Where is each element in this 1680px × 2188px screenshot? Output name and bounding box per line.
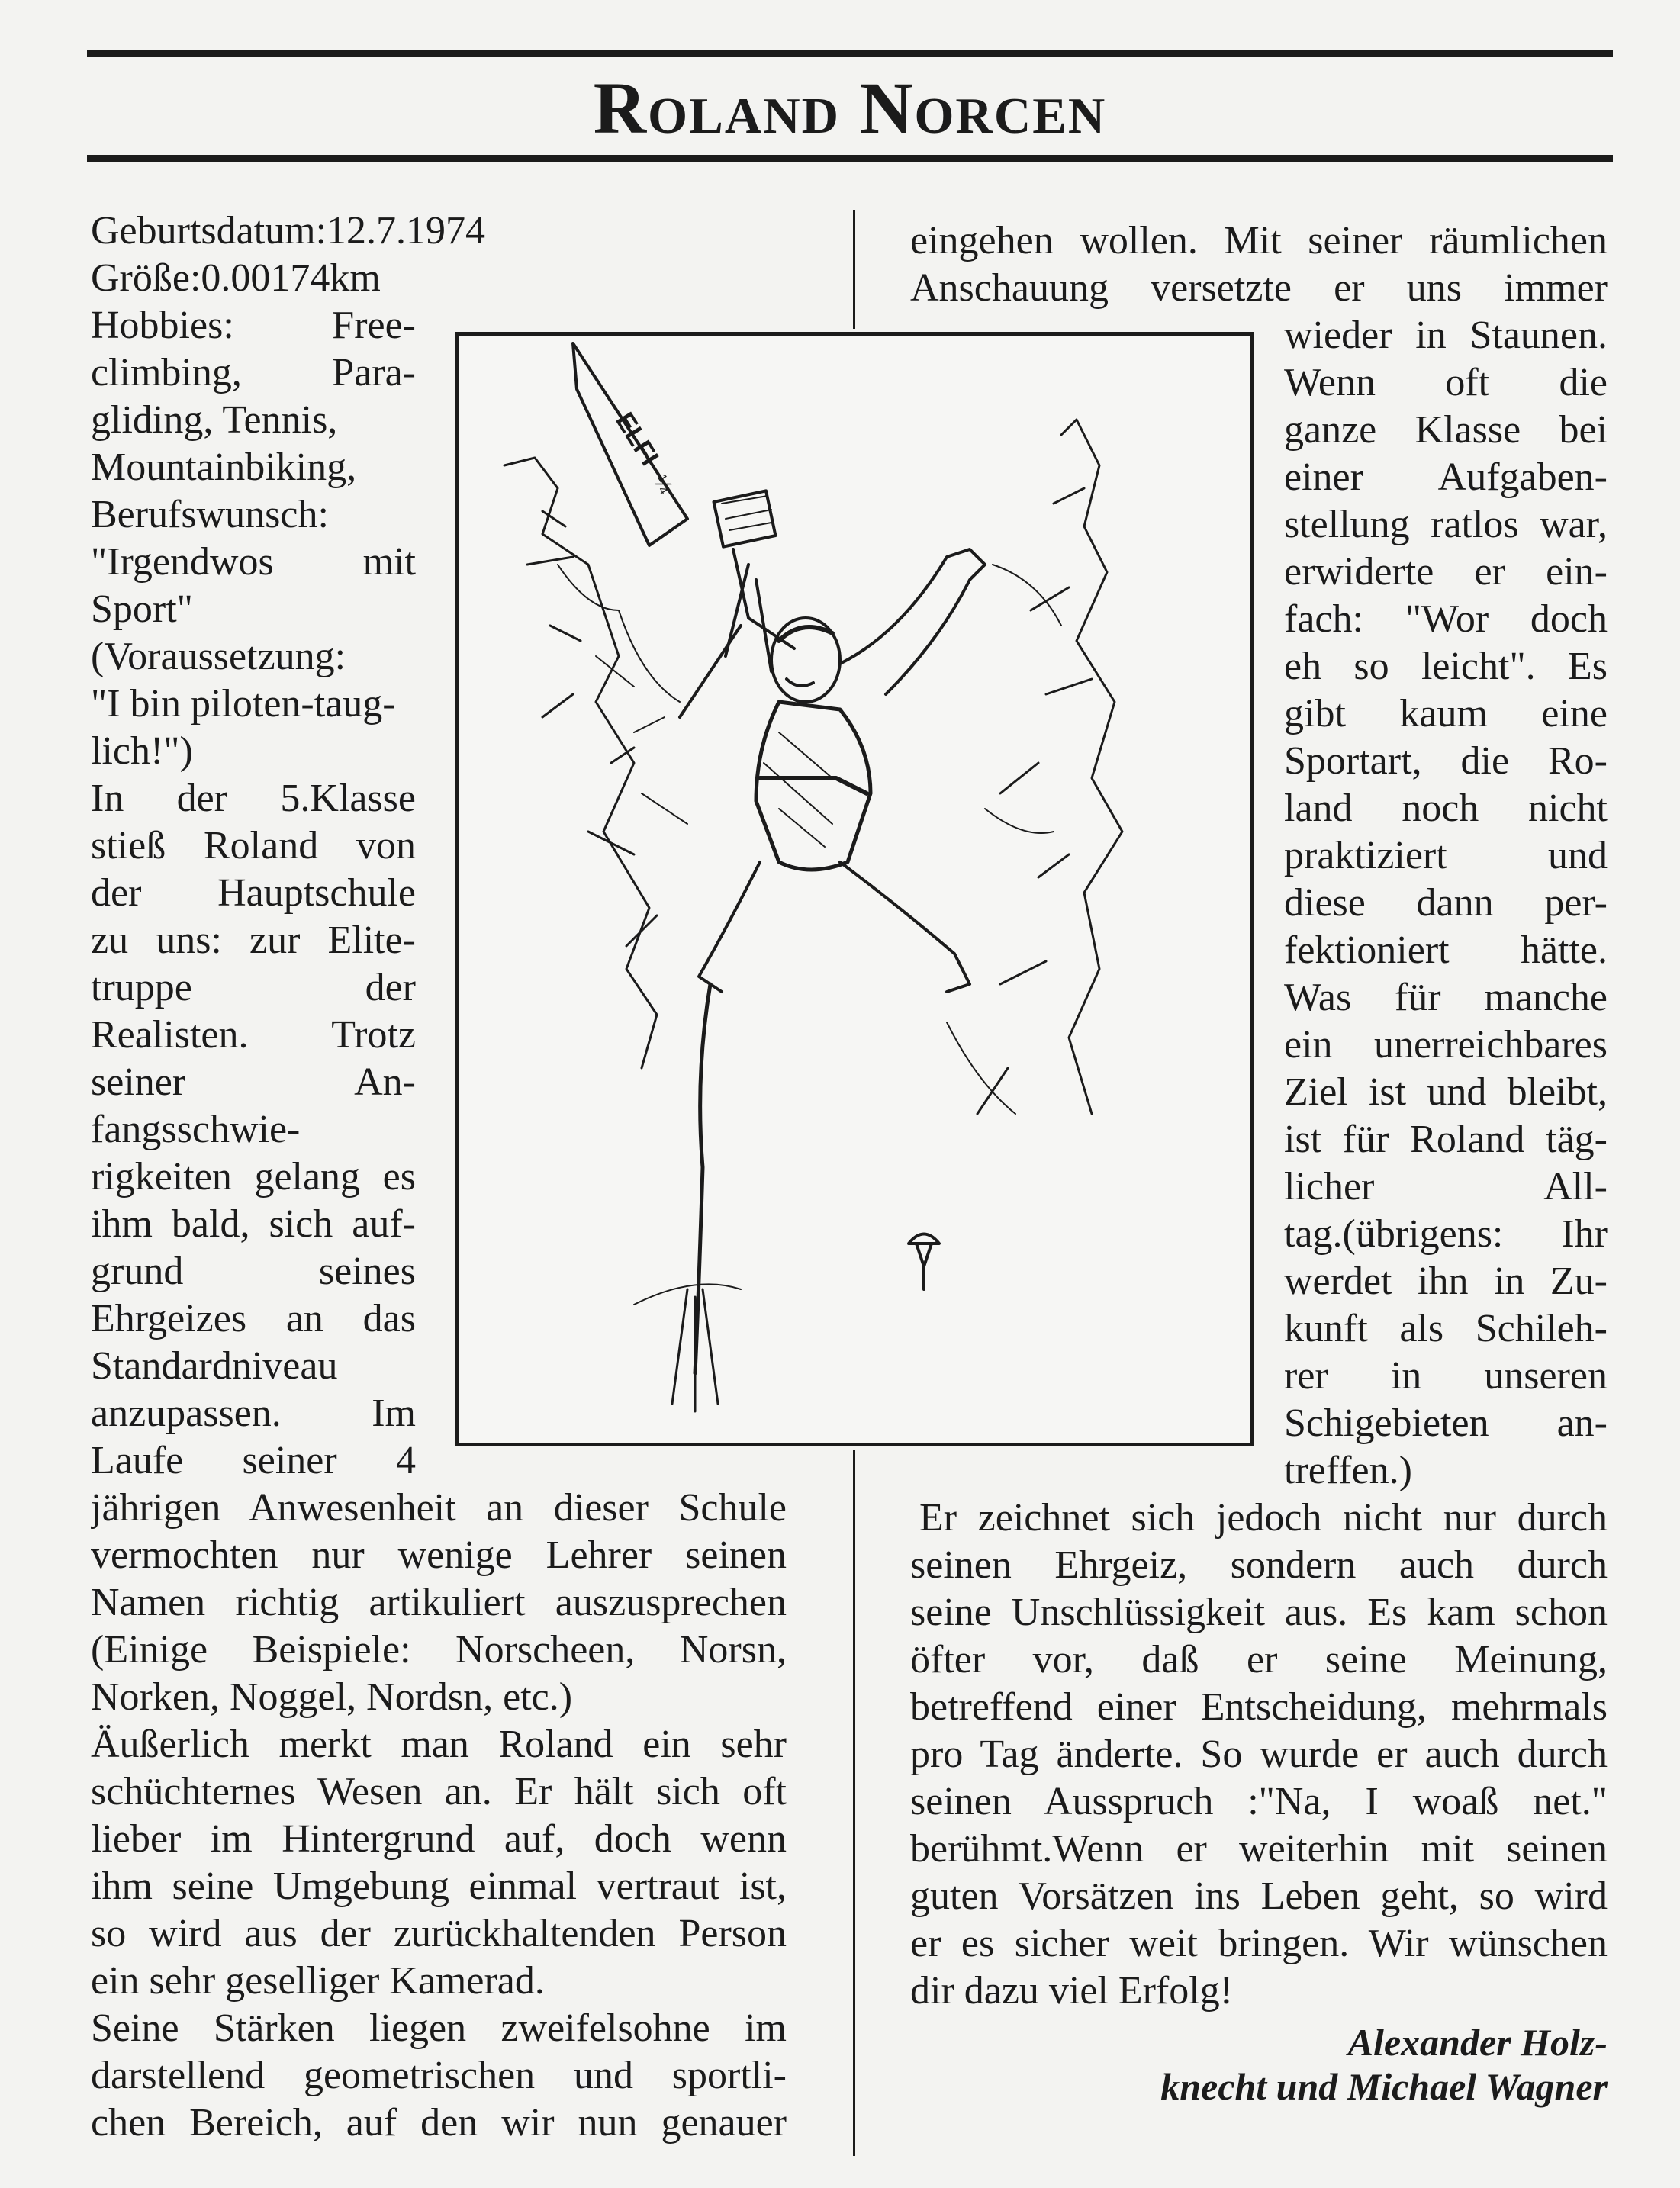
rocket-sublabel: ¼ — [649, 471, 677, 497]
text-line: Äußerlich merkt man Roland ein sehr — [91, 1723, 787, 1766]
column-divider-top — [853, 210, 855, 329]
text-line: betreffend einer Entscheidung, mehrmals — [910, 1685, 1608, 1729]
text-line: einer Aufgaben- — [1284, 455, 1608, 499]
text-line: Standardniveau — [91, 1344, 338, 1388]
text-line: gibt kaum eine — [1284, 692, 1608, 735]
text-line: wieder in Staunen. — [1284, 314, 1608, 357]
caricature-illustration — [455, 332, 1254, 1446]
text-line: Laufe seiner 4 — [91, 1439, 416, 1482]
top-rule — [87, 50, 1613, 57]
text-line: ihm seine Umgebung einmal vertraut ist, — [91, 1865, 787, 1908]
text-line: land noch nicht — [1284, 787, 1608, 830]
text-line: truppe der — [91, 966, 416, 1009]
text-line: stellung ratlos war, — [1284, 503, 1608, 546]
text-line: darstellend geometrischen und sportli- — [91, 2054, 787, 2097]
text-line: ein sehr geselliger Kamerad. — [91, 1959, 545, 2003]
climber-drawing — [459, 336, 1250, 1443]
text-line: licher All- — [1284, 1165, 1608, 1208]
text-line: climbing, Para- — [91, 351, 416, 394]
text-line: seiner An- — [91, 1060, 416, 1104]
text-line: Hobbies: Free- — [91, 304, 416, 347]
text-line: er es sicher weit bringen. Wir wünschen — [910, 1922, 1608, 1965]
text-line: Sport" — [91, 587, 193, 631]
text-line: kunft als Schileh- — [1284, 1307, 1608, 1350]
text-line: öfter vor, daß er seine Meinung, — [910, 1638, 1608, 1681]
text-line: seinen Ehrgeiz, sondern auch durch — [910, 1543, 1608, 1587]
text-line: diese dann per- — [1284, 881, 1608, 925]
text-line: Realisten. Trotz — [91, 1013, 416, 1057]
rope-sketch — [695, 984, 710, 1373]
text-line: "Irgendwos mit — [91, 540, 416, 584]
text-line: pro Tag änderte. So wurde er auch durch — [910, 1733, 1608, 1776]
parachutist-sketch — [909, 1234, 939, 1290]
text-line: lieber im Hintergrund auf, doch wenn — [91, 1817, 787, 1861]
text-line: berühmt.Wenn er weiterhin mit seinen — [910, 1827, 1608, 1871]
text-line: chen Bereich, auf den wir nun genauer — [91, 2101, 787, 2145]
text-line: zu uns: zur Elite- — [91, 919, 416, 962]
text-line: fangsschwie- — [91, 1108, 301, 1151]
author-signature-line2: knecht und Michael Wagner — [1160, 2065, 1608, 2108]
text-line: vermochten nur wenige Lehrer seinen — [91, 1533, 787, 1577]
text-line: stieß Roland von — [91, 824, 416, 867]
text-line: werdet ihn in Zu- — [1284, 1260, 1608, 1303]
text-line: (Voraussetzung: — [91, 635, 346, 678]
text-line: gliding, Tennis, — [91, 398, 338, 442]
text-line: Namen richtig artikuliert auszusprechen — [91, 1581, 787, 1624]
text-line: ist für Roland täg- — [1284, 1118, 1608, 1161]
text-line: der Hauptschule — [91, 871, 416, 915]
right-rock-sketch — [977, 420, 1122, 1114]
text-line: fektioniert hätte. — [1284, 928, 1608, 972]
text-line: Schigebieten an- — [1284, 1401, 1608, 1445]
text-line: tag.(übrigens: Ihr — [1284, 1212, 1608, 1256]
text-line: praktiziert und — [1284, 834, 1608, 877]
text-line: dir dazu viel Erfolg! — [910, 1969, 1234, 2013]
text-line: Geburtsdatum:12.7.1974 — [91, 209, 486, 253]
text-line: Ziel ist und bleibt, — [1284, 1070, 1608, 1114]
text-line: jährigen Anwesenheit an dieser Schule — [91, 1486, 787, 1530]
text-line: eingehen wollen. Mit seiner räumlichen — [910, 219, 1608, 262]
text-line: seinen Ausspruch :"Na, I woaß net." — [910, 1780, 1608, 1823]
text-line: guten Vorsätzen ins Leben geht, so wird — [910, 1874, 1608, 1918]
climber-figure — [699, 549, 985, 992]
text-line: Norken, Noggel, Nordsn, etc.) — [91, 1675, 573, 1719]
text-line: seine Unschlüssigkeit aus. Es kam schon — [910, 1591, 1608, 1634]
text-line: so wird aus der zurückhaltenden Person — [91, 1912, 787, 1955]
text-line: ihm bald, sich auf- — [91, 1202, 416, 1246]
text-line: ein unerreichbares — [1284, 1023, 1608, 1067]
text-line: eh so leicht". Es — [1284, 645, 1608, 688]
title-underline-rule — [87, 155, 1613, 162]
text-line: treffen.) — [1284, 1449, 1412, 1492]
text-line: Ehrgeizes an das — [91, 1297, 416, 1340]
text-line: (Einige Beispiele: Norscheen, Norsn, — [91, 1628, 787, 1672]
text-line: Was für manche — [1284, 976, 1608, 1019]
text-line: ganze Klasse bei — [1284, 408, 1608, 452]
text-line: Berufswunsch: — [91, 493, 329, 536]
text-line: Seine Stärken liegen zweifelsohne im — [91, 2006, 787, 2050]
text-line: Mountainbiking, — [91, 446, 357, 489]
text-line: fach: "Wor doch — [1284, 597, 1608, 641]
author-signature-line1: Alexander Holz- — [1347, 2021, 1608, 2064]
text-line: Größe:0.00174km — [91, 256, 381, 300]
text-line: schüchternes Wesen an. Er hält sich oft — [91, 1770, 787, 1813]
text-line: rigkeiten gelang es — [91, 1155, 416, 1199]
text-line: In der 5.Klasse — [91, 777, 416, 820]
rocket-label: ELFI — [610, 407, 665, 471]
text-line: "I bin piloten-taug- — [91, 682, 396, 726]
text-line: grund seines — [91, 1250, 416, 1293]
text-line: Wenn oft die — [1284, 361, 1608, 404]
rocket-sketch — [573, 343, 687, 545]
text-line: erwiderte er ein- — [1284, 550, 1608, 594]
text-line: rer in unseren — [1284, 1354, 1608, 1398]
column-divider-bottom — [853, 1450, 855, 2156]
left-rock-sketch — [504, 458, 657, 1068]
text-line: anzupassen. Im — [91, 1392, 416, 1435]
text-line: Er zeichnet sich jedoch nicht nur durch — [919, 1496, 1608, 1540]
text-line: Sportart, die Ro- — [1284, 739, 1608, 783]
text-line: lich!") — [91, 729, 193, 773]
page-title: Roland Norcen — [593, 67, 1107, 149]
text-line: Anschauung versetzte er uns immer — [910, 266, 1608, 310]
